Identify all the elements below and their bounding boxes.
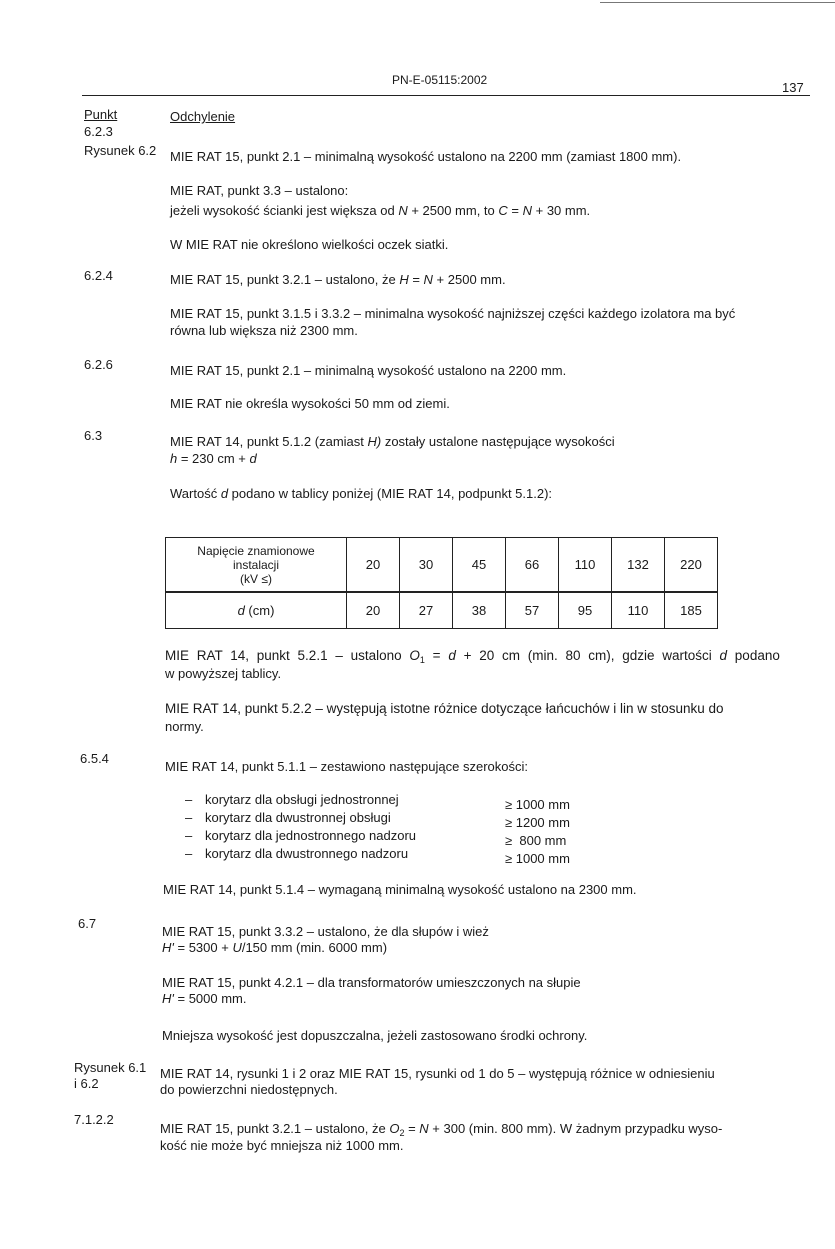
corridor-value: ≥ 800 mm	[505, 833, 567, 848]
paragraph-6-2-4-2-line1: MIE RAT 15, punkt 3.1.5 i 3.3.2 – minimalna wysokość najniższej części każdego izolatora ma być	[170, 306, 736, 321]
list-dash: –	[185, 846, 193, 861]
paragraph-6-2-3-3: W MIE RAT nie określono wielkości oczek siatki.	[170, 237, 449, 252]
list-dash: –	[185, 828, 193, 843]
figure-ref-6-1-line2: i 6.2	[74, 1076, 99, 1091]
table-header-voltage	[166, 538, 347, 593]
paragraph-6-2-6-1: MIE RAT 15, punkt 2.1 – minimalną wysokość ustalono na 2200 mm.	[170, 363, 567, 378]
voltage-cell: 30	[400, 538, 453, 593]
clause-number-6-2-6: 6.2.6	[84, 357, 113, 372]
distance-table	[165, 537, 718, 629]
corridor-value: ≥ 1200 mm	[505, 815, 570, 830]
corridor-name: korytarz dla jednostronnego nadzoru	[205, 828, 417, 843]
page-number: 137	[782, 80, 804, 95]
paragraph-6-5-4-2: MIE RAT 14, punkt 5.1.4 – wymaganą minimalną wysokość ustalono na 2300 mm.	[163, 882, 637, 897]
paragraph-6-7-1-line1: MIE RAT 15, punkt 3.3.2 – ustalono, że dla słupów i wież	[162, 924, 489, 939]
clause-number-6-7: 6.7	[78, 916, 97, 931]
voltage-header-line1: Napięcie znamionowe	[197, 543, 315, 558]
list-dash: –	[185, 810, 193, 825]
paragraph-7-1-2-2-line2: kość nie może być mniejsza niż 1000 mm.	[160, 1138, 404, 1153]
paragraph-6-2-6-2: MIE RAT nie określa wysokości 50 mm od ziemi.	[170, 396, 450, 411]
voltage-cell: 45	[453, 538, 506, 593]
corridor-name: korytarz dla dwustronnej obsługi	[205, 810, 391, 825]
paragraph-6-2-4-2-line2: równa lub większa niż 2300 mm.	[170, 323, 358, 338]
voltage-cell: 66	[506, 538, 559, 593]
paragraph-6-7-2-line1: MIE RAT 15, punkt 4.2.1 – dla transformatorów umieszczonych na słupie	[162, 975, 581, 990]
standard-number: PN-E-05115:2002	[392, 73, 488, 87]
paragraph-6-2-3-2-line2: jeżeli wysokość ścianki jest większa od N + 2500 mm, to C = N + 30 mm.	[170, 203, 591, 218]
d-cell: 57	[506, 592, 559, 629]
paragraph-6-2-3-1: MIE RAT 15, punkt 2.1 – minimalną wysokość ustalono na 2200 mm (zamiast 1800 mm).	[170, 149, 682, 164]
voltage-header-line2: instalacji	[232, 557, 280, 572]
d-cell: 20	[347, 592, 400, 629]
clause-number-7-1-2-2: 7.1.2.2	[74, 1112, 114, 1127]
column-header-odchylenie: Odchylenie	[170, 109, 236, 124]
paragraph-6-7-3: Mniejsza wysokość jest dopuszczalna, jeżeli zastosowano środki ochrony.	[162, 1028, 588, 1043]
d-cell: 38	[453, 592, 506, 629]
scan-top-rule	[600, 2, 835, 3]
voltage-cell: 20	[347, 538, 400, 593]
clause-number-6-2-4: 6.2.4	[84, 268, 113, 283]
paragraph-6-7-2-line2: H' = 5000 mm.	[162, 991, 247, 1006]
corridor-value: ≥ 1000 mm	[505, 851, 570, 866]
corridor-value: ≥ 1000 mm	[505, 797, 570, 812]
figure-ref-6-1-line1: Rysunek 6.1	[74, 1060, 147, 1075]
paragraph-6-3-2: Wartość d podano w tablicy poniżej (MIE RAT 14, podpunkt 5.1.2):	[170, 486, 553, 501]
table-header-d	[166, 592, 347, 629]
paragraph-6-3-4-line2: normy.	[165, 719, 204, 734]
clause-number-6-2-3: 6.2.3	[84, 124, 113, 139]
clause-number-6-5-4: 6.5.4	[80, 751, 109, 766]
d-cell: 27	[400, 592, 453, 629]
paragraph-6-7-1-line2: H' = 5300 + U/150 mm (min. 6000 mm)	[162, 940, 388, 955]
d-cell: 185	[665, 592, 718, 629]
paragraph-6-3-3-line2: w powyższej tablicy.	[165, 666, 282, 681]
voltage-cell: 110	[559, 538, 612, 593]
header-rule	[82, 95, 810, 96]
voltage-cell: 132	[612, 538, 665, 593]
table-row-d	[166, 592, 718, 629]
paragraph-7-1-2-2-line1: MIE RAT 15, punkt 3.2.1 – ustalono, że $O_2 = N + 300$ (min. 800 mm). W żadnym przypadku wyso-	[160, 1121, 723, 1138]
paragraph-figures-line1: MIE RAT 14, rysunki 1 i 2 oraz MIE RAT 15, rysunki od 1 do 5 – występują różnice w odniesieniu	[160, 1066, 715, 1081]
list-dash: –	[185, 792, 193, 807]
clause-number-6-3: 6.3	[84, 428, 103, 443]
corridor-name: korytarz dla obsługi jednostronnej	[205, 792, 399, 807]
table-row-voltage	[166, 538, 718, 593]
figure-ref-6-2: Rysunek 6.2	[84, 143, 157, 158]
d-symbol: d	[237, 603, 245, 618]
paragraph-6-5-4-1: MIE RAT 14, punkt 5.1.1 – zestawiono następujące szerokości:	[165, 759, 528, 774]
d-cell: 110	[612, 592, 665, 629]
paragraph-6-2-3-2-line1: MIE RAT, punkt 3.3 – ustalono:	[170, 183, 349, 198]
voltage-cell: 220	[665, 538, 718, 593]
d-unit: (cm)	[244, 603, 275, 618]
paragraph-figures-line2: do powierzchni niedostępnych.	[160, 1082, 338, 1097]
corridor-name: korytarz dla dwustronnego nadzoru	[205, 846, 409, 861]
column-header-punkt: Punkt	[84, 107, 118, 122]
paragraph-6-2-4-1: MIE RAT 15, punkt 3.2.1 – ustalono, że H = N + 2500 mm.	[170, 272, 506, 287]
paragraph-6-3-1-line1: MIE RAT 14, punkt 5.1.2 (zamiast H) zostały ustalone następujące wysokości	[170, 434, 615, 449]
d-cell: 95	[559, 592, 612, 629]
paragraph-6-3-3-line1: MIE RAT 14, punkt 5.2.1 – ustalono $O_1 = d + 20$ cm (min. 80 cm), gdzie wartości d podano	[165, 648, 780, 665]
paragraph-6-3-1-line2: h = 230 cm + d	[170, 451, 257, 466]
paragraph-6-3-4-line1: MIE RAT 14, punkt 5.2.2 – występują istotne różnice dotyczące łańcuchów i lin w stosunku do	[165, 701, 724, 716]
voltage-header-line3: (kV ≤)	[240, 571, 272, 586]
